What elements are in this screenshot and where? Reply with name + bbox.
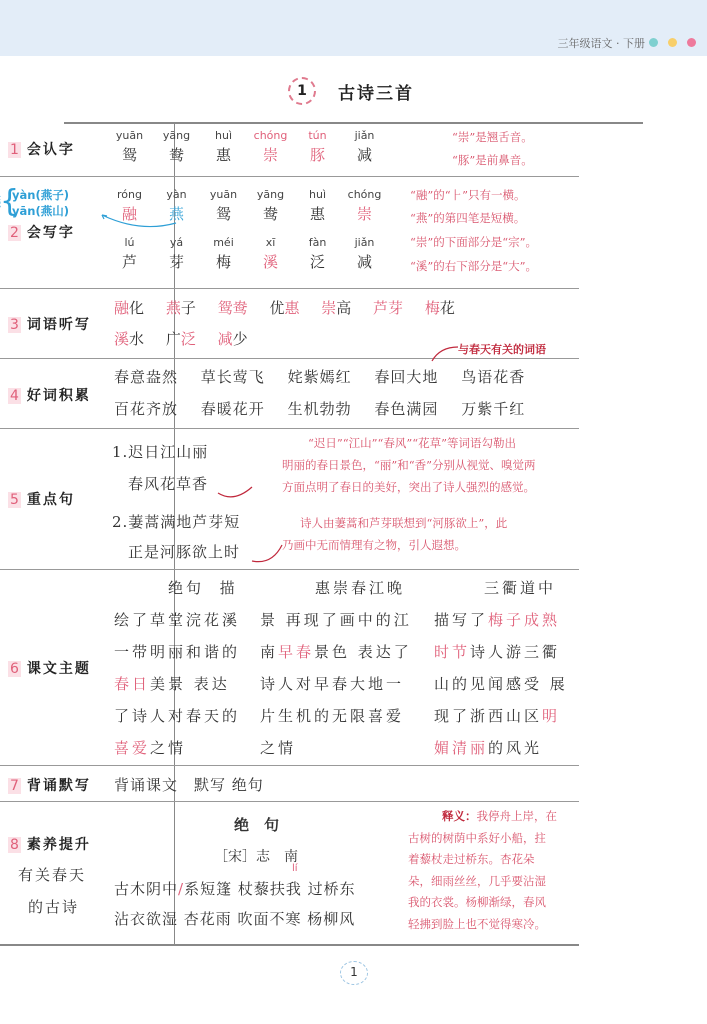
- writing-note: “溪”的右下部分是“大”。: [410, 259, 538, 273]
- decor-dot-pink-icon: [687, 38, 696, 47]
- idioms-line2: [114, 394, 542, 424]
- section-title: 词语听写: [26, 317, 91, 333]
- theme-line: 媚清丽的风光: [434, 739, 543, 757]
- char-cell: [106, 128, 153, 166]
- pinyin: yàn: [166, 188, 187, 201]
- hanzi: 鸳: [215, 205, 231, 223]
- word: 减少: [217, 330, 248, 348]
- pinyin: fàn: [308, 236, 327, 249]
- key-sentence-1a: 1.迟日江山丽: [112, 443, 209, 461]
- word: 梅花: [424, 299, 455, 317]
- word: 广泛: [165, 330, 196, 348]
- char-cell: [106, 187, 153, 225]
- word: 崇高: [321, 299, 352, 317]
- section-number: 6: [10, 661, 19, 677]
- hanzi: 溪: [262, 253, 278, 271]
- word: 融化: [114, 299, 145, 317]
- theme-poem-title: 三衢道中: [484, 579, 557, 597]
- theme-line: 之情: [260, 739, 297, 757]
- char-cell: [341, 187, 388, 225]
- pronunciation-note: “豚”是前鼻音。: [452, 153, 533, 167]
- section-literacy: [0, 801, 579, 946]
- section-number: 2: [10, 225, 19, 241]
- subtitle-line: 有关春天: [18, 866, 87, 884]
- section-number: 3: [10, 317, 19, 333]
- pinyin: lú: [124, 236, 135, 249]
- hanzi: 鸯: [168, 146, 184, 164]
- theme-poem-title: 惠崇春江晚: [315, 579, 406, 597]
- pinyin: jiǎn: [354, 236, 375, 249]
- series-title: 三年级语文 · 下册: [557, 37, 645, 50]
- hanzi: 减: [356, 146, 372, 164]
- pinyin: yāng: [256, 188, 285, 201]
- char-cell: [247, 235, 294, 273]
- lesson-number-badge: 1: [288, 77, 316, 105]
- section-label: [8, 222, 118, 242]
- pronunciation-note: “崇”是翘舌音。: [452, 130, 533, 144]
- theme-line: 喜爱之情: [114, 739, 187, 757]
- section-number: 5: [10, 492, 19, 508]
- section-title: 会写字: [26, 225, 75, 241]
- char-cell: [294, 235, 341, 273]
- brace-icon: {: [0, 184, 20, 219]
- char-grid: [106, 128, 388, 166]
- dictation-line1: [114, 293, 472, 323]
- hanzi: 芦: [121, 253, 137, 271]
- gloss-line: 轻拂到脸上也不觉得寒冷。: [408, 916, 546, 931]
- section-title: 重点句: [26, 492, 75, 508]
- idioms-line1: [114, 362, 542, 392]
- lesson-title: 古诗三首: [338, 84, 414, 104]
- decor-dot-teal-icon: [649, 38, 658, 47]
- section-good-words: [0, 343, 579, 428]
- pinyin: jiǎn: [354, 129, 375, 142]
- dictation-line2: [114, 324, 265, 354]
- analysis-note-line: “迟日”“江山”“春风”“花草”等词语勾勒出: [308, 436, 517, 450]
- poem-author: ［宋］志 南: [214, 849, 298, 865]
- hanzi: 燕: [168, 205, 184, 223]
- char-cell: [200, 235, 247, 273]
- key-sentence-1b: 春风花草香: [128, 475, 209, 493]
- pinyin: tún: [308, 129, 327, 142]
- char-cell: [247, 187, 294, 225]
- pinyin: huì: [215, 129, 232, 142]
- subtitle-line: 的古诗: [28, 898, 80, 916]
- pinyin: yá: [169, 236, 184, 249]
- hanzi: 崇: [262, 146, 278, 164]
- theme-poem-title: 绝句 描: [168, 579, 238, 597]
- hanzi: 泛: [309, 253, 325, 271]
- decor-dot-yellow-icon: [668, 38, 677, 47]
- section-title: 背诵默写: [26, 778, 91, 794]
- theme-line: 了诗人对春天的: [114, 707, 241, 725]
- section-text-theme: [0, 569, 579, 765]
- pinyin: chóng: [347, 188, 382, 201]
- analysis-note-line: 乃画中无而情理有之物，引人遐想。: [282, 538, 466, 552]
- word: 芦芽: [373, 299, 404, 317]
- section-key-sentences: [0, 428, 579, 569]
- section-number: 8: [10, 837, 19, 853]
- char-cell: [200, 187, 247, 225]
- recite-content: 背诵课文 默写 绝句: [114, 776, 264, 794]
- theme-line: 描写了梅子成熟: [434, 611, 561, 629]
- section-label: [8, 489, 118, 509]
- hanzi: 梅: [215, 253, 231, 271]
- idiom: 万紫千红: [461, 400, 526, 418]
- section-write-chars: [0, 176, 579, 288]
- idiom: 春意盎然: [114, 368, 179, 386]
- polyphone-reading: yān(燕山): [12, 204, 69, 218]
- gloss-line: 朵，细雨丝丝，几乎要沾湿: [408, 873, 546, 888]
- section-recite: [0, 765, 579, 801]
- char-cell: [294, 187, 341, 225]
- lesson-heading: [0, 76, 707, 110]
- theme-line: 南早春景色 表达了: [260, 643, 412, 661]
- analysis-note-line: 方面点明了春日的美好，突出了诗人强烈的感觉。: [282, 480, 535, 494]
- arrow-note1-icon: [216, 477, 256, 503]
- theme-poem-1: [114, 572, 240, 764]
- hanzi: 豚: [309, 146, 325, 164]
- section-label: [8, 139, 118, 159]
- section-label: [8, 658, 118, 678]
- key-sentence-2a: 2.萋蒿满地芦芽短: [112, 513, 241, 531]
- pinyin: yāng: [162, 129, 191, 142]
- theme-line: 山的见闻感受 展: [434, 675, 568, 693]
- key-sentence-2b: 正是河豚欲上时: [128, 543, 241, 561]
- section-label: [8, 385, 118, 405]
- char-cell: [200, 128, 247, 166]
- char-cell: [153, 235, 200, 273]
- idiom: 春色满园: [374, 400, 439, 418]
- char-grid-row2: [106, 235, 388, 273]
- theme-line: 绘了草堂浣花溪: [114, 611, 241, 629]
- section-label: [8, 775, 118, 795]
- char-cell: [247, 128, 294, 166]
- writing-note: “崇”的下面部分是“宗”。: [410, 235, 538, 249]
- poem-title: 绝 句: [234, 816, 280, 834]
- pinyin: xī: [265, 236, 276, 249]
- theme-line: 片生机的无限喜爱: [260, 707, 405, 725]
- hanzi: 减: [356, 253, 372, 271]
- section-number: 4: [10, 388, 19, 404]
- idiom: 百花齐放: [114, 400, 179, 418]
- word: 鸳鸯: [217, 299, 248, 317]
- pinyin: chóng: [253, 129, 288, 142]
- word: 燕子: [165, 299, 196, 317]
- section-title: 素养提升: [26, 837, 91, 853]
- section-title: 课文主题: [26, 661, 91, 677]
- writing-note: “燕”的第四笔是短横。: [410, 211, 526, 225]
- section-number: 7: [10, 778, 19, 794]
- char-grid-row1: [106, 187, 388, 225]
- pinyin: yuān: [209, 188, 238, 201]
- pinyin-annotation: lí: [292, 863, 298, 874]
- hanzi: 鸳: [121, 146, 137, 164]
- hanzi: 惠: [215, 146, 231, 164]
- theme-line: 景 再现了画中的江: [260, 611, 412, 629]
- section-title: 好词积累: [26, 388, 91, 404]
- pinyin: róng: [117, 188, 142, 201]
- gloss-line: 着藜杖走过桥东。杏花朵: [408, 852, 535, 866]
- word: 优惠: [269, 299, 300, 317]
- char-cell: [294, 128, 341, 166]
- gloss-line: 释义：我停舟上岸，在: [442, 809, 557, 823]
- annotation-spring-words: 与春天有关的词语: [458, 343, 546, 356]
- theme-poem-2: [260, 572, 412, 764]
- hanzi: 芽: [168, 253, 184, 271]
- char-cell: [341, 235, 388, 273]
- char-cell: [341, 128, 388, 166]
- page-header: [0, 0, 707, 56]
- writing-note: “融”的“⺊”只有一横。: [410, 188, 526, 202]
- polyphone-reading: yàn(燕子): [12, 188, 69, 202]
- theme-line: 春日美景 表达: [114, 675, 230, 693]
- theme-poem-3: [434, 572, 568, 764]
- gloss-block: [408, 806, 557, 935]
- idiom: 姹紫嫣红: [287, 368, 352, 386]
- hanzi: 融: [121, 205, 137, 223]
- section-recognize-chars: [0, 124, 579, 176]
- poem-line-1: 古木阴中/系短篷 杖藜扶我 过桥东: [114, 880, 356, 898]
- analysis-note-line: 明丽的春日景色，“丽”和“香”分别从视觉、嗅觉两: [282, 458, 536, 472]
- theme-line: 时节诗人游三衢: [434, 643, 561, 661]
- poem-line-2: 沾衣欲湿 杏花雨 吹面不寒 杨柳风: [114, 910, 356, 928]
- pinyin: yuān: [115, 129, 144, 142]
- idiom: 春回大地: [374, 368, 439, 386]
- theme-line: 一带明丽和谐的: [114, 643, 241, 661]
- section-title: 会认字: [26, 142, 75, 158]
- gloss-line: 古树的树荫中系好小船，拄: [408, 830, 546, 845]
- pinyin: méi: [213, 236, 234, 249]
- hanzi: 惠: [309, 205, 325, 223]
- gloss-line: 我的衣裳。杨柳渐绿，春风: [408, 895, 546, 909]
- idiom: 草长莺飞: [200, 368, 265, 386]
- char-cell: [153, 187, 200, 225]
- section-label: [8, 314, 118, 334]
- char-cell: [106, 235, 153, 273]
- theme-line: 诗人对早春大地一: [260, 675, 405, 693]
- analysis-note-line: 诗人由萋蒿和芦芽联想到“河豚欲上”，此: [300, 516, 508, 530]
- section-number: 1: [10, 142, 19, 158]
- page-number: 1: [340, 961, 368, 985]
- idiom: 鸟语花香: [461, 368, 526, 386]
- hanzi: 鸯: [262, 205, 278, 223]
- theme-line: 现了浙西山区明: [434, 707, 561, 725]
- pinyin: huì: [309, 188, 326, 201]
- word: 溪水: [114, 330, 145, 348]
- idiom: 生机勃勃: [287, 400, 352, 418]
- idiom: 春暖花开: [200, 400, 265, 418]
- char-cell: [153, 128, 200, 166]
- hanzi: 崇: [356, 205, 372, 223]
- section-label: [8, 834, 118, 854]
